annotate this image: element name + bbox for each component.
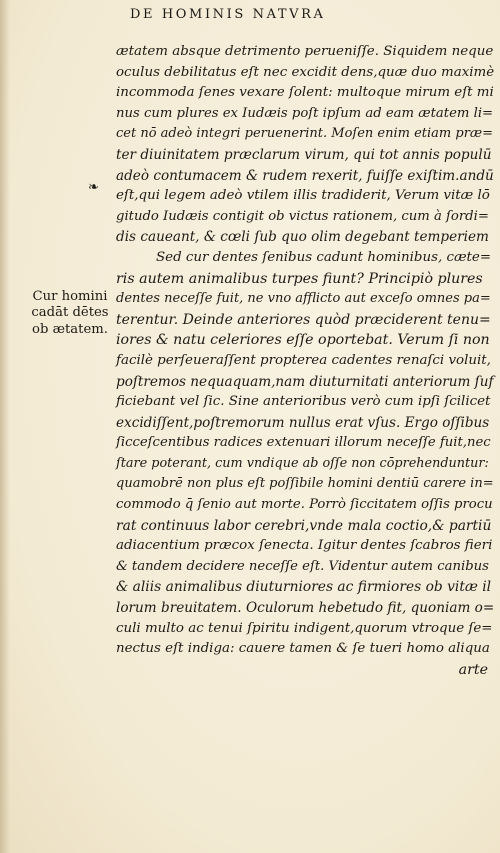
- text-line: ter diuinitatem præclarum virum, qui tot annis populū: [116, 146, 492, 163]
- margin-note-line: ob ætatem.: [32, 321, 108, 337]
- text-line: & aliis animalibus diuturniores ac firmiores ob vitæ il: [116, 579, 492, 596]
- text-line: eſt,qui legem adeò vtilem illis tradiderit, Verum vitæ lō: [116, 188, 490, 204]
- text-line: quamobrē non plus eſt poſſibile homini dentiū carere in=: [116, 476, 494, 492]
- flourish-mark: ❧: [88, 180, 99, 195]
- text-line: lorum breuitatem. Oculorum hebetudo fit, quoniam o=: [116, 600, 495, 617]
- text-line: poſtremos nequaquam,nam diuturnitati anteriorum ſuf: [116, 373, 494, 390]
- text-line: & tandem decidere neceſſe eſt. Videntur autem canibus: [116, 558, 489, 574]
- text-line: commodo q̄ ſenio aut morte. Porrò ſiccitatem oſſis procu: [116, 497, 493, 513]
- text-line: oculus debilitatus eſt nec excidit dens,quæ duo maximè: [116, 64, 495, 80]
- text-line: ſicceſcentibus radices extenuari illorum neceſſe fuit,nec: [116, 435, 491, 451]
- catchword: arte: [458, 661, 488, 678]
- text-line: dentes neceſſe fuit, ne vno afflicto aut exceſo omnes pa=: [116, 291, 491, 307]
- text-line: rat continuus labor cerebri,vnde mala coctio,& partiū: [116, 517, 492, 534]
- text-line: ris autem animalibus turpes fiunt? Principiò plures: [116, 270, 483, 287]
- text-line: terentur. Deinde anteriores quòd præciderent tenu=: [116, 311, 491, 328]
- body-text: [116, 42, 494, 680]
- margin-note: [24, 289, 116, 338]
- text-line: iores & natu celeriores eſſe oportebat. Verum ſi non: [116, 332, 490, 349]
- text-line: ficiebant vel ſic. Sine anterioribus verò cum ipſi ſcilicet: [116, 394, 491, 410]
- margin-note-line: Cur homini: [32, 289, 108, 304]
- margin-note-line: cadāt dētes: [31, 305, 109, 321]
- text-line: ætatem absque detrimento perueniſſe. Siquidem neque: [116, 44, 494, 59]
- text-line: Sed cur dentes ſenibus cadunt hominibus, cæte=: [156, 249, 492, 265]
- gutter-shadow: [0, 0, 10, 853]
- text-line: cet nō adeò integri peruenerint. Moſen enim etiam præ=: [116, 126, 494, 142]
- text-line: incommoda ſenes vexare ſolent: multoque mirum eſt mi: [116, 85, 494, 101]
- text-line: nus cum plures ex Iudæis poſt ipſum ad eam ætatem li=: [116, 105, 494, 121]
- text-line: ſtare poterant, cum vndique ab oſſe non cōprehenduntur:: [116, 455, 489, 471]
- running-header: DE HOMINIS NATVRA: [130, 7, 326, 22]
- text-line: nectus eſt indiga: cauere tamen & ſe tueri homo aliqua: [116, 641, 490, 657]
- text-line: gitudo Iudæis contigit ob victus rationem, cum à ſordi=: [116, 208, 489, 224]
- text-line: facilè perſeueraſſent propterea cadentes renaſci voluit,: [116, 352, 491, 368]
- text-line: adiacentium præcox ſenecta. Igitur dentes ſcabros fieri: [116, 538, 493, 554]
- text-line: culi multo ac tenui ſpiritu indigent,quorum vtroque ſe=: [116, 620, 493, 636]
- text-line: adeò contumacem & rudem rexerit, fuiſſe exiſtim.andū: [116, 167, 494, 184]
- text-line: dis caueant, & cœli ſub quo olim degebant temperiem: [116, 229, 489, 246]
- text-line: excidiſſent,poſtremorum nullus erat vſus. Ergo oſſibus: [116, 414, 490, 431]
